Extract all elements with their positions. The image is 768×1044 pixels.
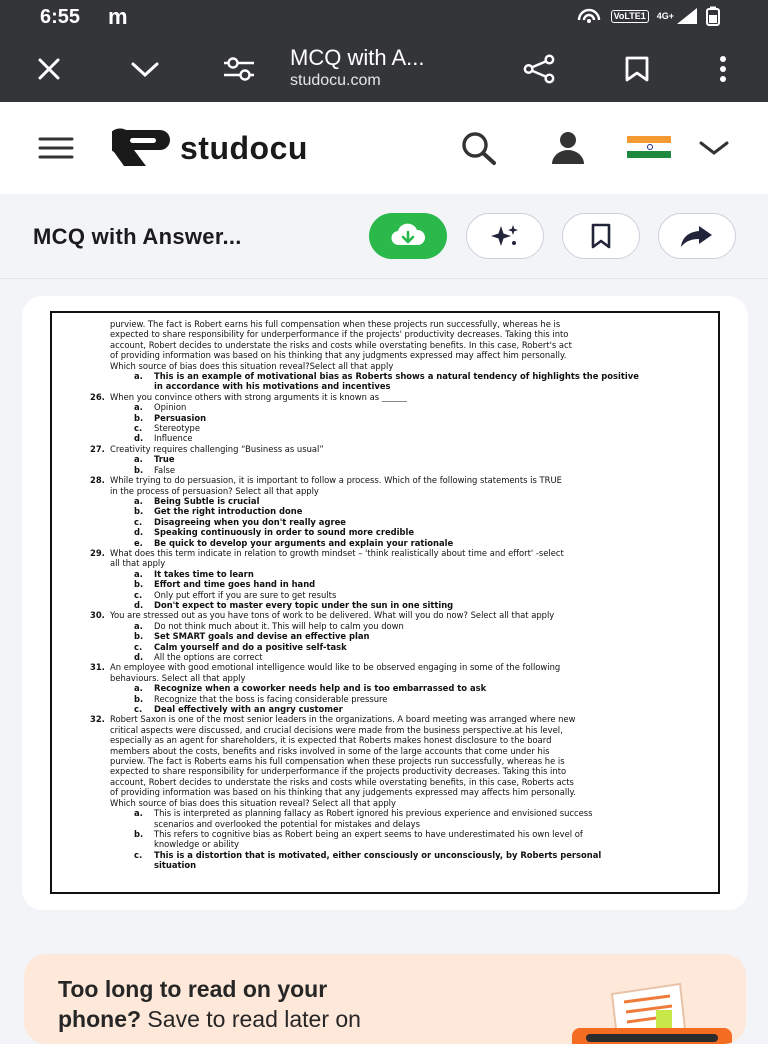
option-letter: c.	[134, 423, 143, 434]
question-text: members about the costs, benefits and risks involved in some of the large accounts that come under his	[110, 745, 550, 756]
question-line	[52, 787, 718, 797]
document-title: MCQ with Answer...	[33, 224, 242, 249]
option-letter: e.	[134, 537, 143, 548]
option-letter: c.	[134, 589, 143, 600]
option-line	[52, 860, 718, 870]
intro-text: of providing information was based on his thinking that any judgments expressed may affect him personally.	[110, 350, 567, 361]
option-text: Being Subtle is crucial	[154, 495, 260, 506]
question-number: 32.	[90, 714, 105, 725]
question-text: critical aspects were discussed, and crucial decisions were made from the business perspective.at his level,	[110, 724, 563, 735]
document-page	[50, 311, 720, 894]
network-type: 4G+	[656, 11, 674, 21]
option-letter: b.	[134, 464, 144, 475]
question-line	[52, 475, 718, 485]
promo-line-2	[58, 1006, 361, 1033]
question-text: purview. The fact is Roberts earns his full compensation when these projects run successfully, whereas he is	[110, 756, 565, 767]
option-letter: c.	[134, 516, 143, 527]
close-icon[interactable]	[32, 52, 66, 86]
option-text: Persuasion	[154, 412, 207, 423]
option-line	[52, 652, 718, 662]
question-line	[52, 548, 718, 558]
question-line	[52, 714, 718, 724]
option-line	[52, 569, 718, 579]
intro-text: Which source of bias does this situation reveal?Select all that apply	[110, 360, 394, 371]
status-bar	[0, 0, 768, 34]
option-letter: d.	[134, 599, 144, 610]
question-text: While trying to do persuasion, it is important to follow a process. Which of the following statements is TRUE	[110, 475, 562, 486]
option-text: False	[154, 464, 176, 475]
question-text: Robert Saxon is one of the most senior leaders in the organizations. A board meeting was arranged where new	[110, 714, 576, 725]
question-line	[52, 777, 718, 787]
option-letter: b.	[134, 693, 144, 704]
option-line	[52, 600, 718, 610]
intro-line	[52, 340, 718, 350]
menu-icon[interactable]	[36, 130, 76, 166]
question-line	[52, 735, 718, 745]
option-text: True	[154, 454, 175, 465]
question-text: especially as an agent for shareholders, it is expected that Roberts makes honest disclosure to the board	[110, 735, 552, 746]
question-line	[52, 558, 718, 568]
option-letter: b.	[134, 412, 144, 423]
option-text: knowledge or ability	[154, 839, 239, 850]
question-text: all that apply	[110, 558, 166, 569]
option-text: Stereotype	[154, 423, 200, 434]
option-letter: b.	[134, 506, 144, 517]
battery-icon	[706, 6, 720, 26]
search-icon[interactable]	[458, 130, 498, 166]
option-line	[52, 579, 718, 589]
option-line	[52, 839, 718, 849]
download-button[interactable]	[369, 213, 447, 259]
question-text: An employee with good emotional intelligence would like to be observed engaging in some of the following	[110, 662, 561, 673]
option-text: Only put effort if you are sure to get results	[154, 589, 337, 600]
question-text: When you convince others with strong arguments it is known as ______	[110, 391, 407, 402]
option-text: This refers to cognitive bias as Robert being an expert seems to have underestimated his own level of	[154, 828, 583, 839]
site-settings-icon[interactable]	[222, 52, 256, 86]
question-line	[52, 444, 718, 454]
option-letter: a.	[134, 620, 143, 631]
option-letter: d.	[134, 527, 144, 538]
option-line	[52, 433, 718, 443]
option-letter: a.	[134, 683, 143, 694]
option-line	[52, 808, 718, 818]
option-text: Influence	[154, 433, 193, 444]
option-line	[52, 527, 718, 537]
option-text: Deal effectively with an angry customer	[154, 704, 343, 715]
option-text: Effort and time goes hand in hand	[154, 579, 316, 590]
carrier-logo: m	[108, 4, 128, 29]
intro-text: account, Robert decides to understate the risks and costs while overstating benefits. In this case, Robert's act	[110, 339, 572, 350]
promo-banner[interactable]	[24, 954, 746, 1044]
option-letter: b.	[134, 579, 144, 590]
option-line	[52, 694, 718, 704]
option-letter: d.	[134, 652, 144, 662]
intro-line	[52, 329, 718, 339]
chevron-down-icon[interactable]	[128, 52, 162, 86]
studocu-logo[interactable]	[112, 128, 308, 168]
option-text: Disagreeing when you don't really agree	[154, 516, 346, 527]
option-line	[52, 631, 718, 641]
bookmark-icon	[589, 222, 613, 250]
intro-option-line	[52, 381, 718, 391]
option-line	[52, 517, 718, 527]
studocu-mark-icon	[112, 128, 174, 168]
option-line	[52, 829, 718, 839]
volte-badge: VoLTE1	[611, 10, 649, 23]
option-letter: c.	[134, 849, 143, 860]
question-line	[52, 662, 718, 672]
save-document-button[interactable]	[562, 213, 640, 259]
option-line	[52, 850, 718, 860]
page-title: MCQ with A...	[290, 45, 425, 70]
hotspot-icon	[575, 6, 603, 26]
option-letter: a.	[134, 402, 143, 413]
question-text: account, Robert decides to understate the risks and costs while overstating benefits, in this case, Roberts acts	[110, 776, 574, 787]
option-text: Recognize that the boss is facing considerable pressure	[154, 693, 388, 704]
option-letter: a.	[134, 371, 143, 382]
option-letter: d.	[134, 433, 144, 444]
user-account-icon[interactable]	[548, 130, 588, 166]
page-url[interactable]: studocu.com	[290, 72, 381, 89]
option-text: Speaking continuously in order to sound more credible	[154, 527, 415, 538]
option-text: situation	[154, 860, 197, 871]
chevron-down-icon[interactable]	[694, 130, 734, 166]
option-text: scenarios and overlooked the potential for mistakes and delays	[154, 818, 420, 829]
question-text: Creativity requires challenging “Business as usual”	[110, 443, 324, 454]
option-line	[52, 704, 718, 714]
option-line	[52, 413, 718, 423]
promo-line-1: Too long to read on your	[58, 976, 328, 1002]
ai-sparkle-button[interactable]	[466, 213, 544, 259]
document-content	[52, 319, 718, 871]
status-time: 6:55	[40, 6, 81, 28]
question-line	[52, 486, 718, 496]
sparkle-icon	[489, 222, 521, 250]
cloud-download-icon	[390, 223, 426, 249]
option-line	[52, 590, 718, 600]
question-line	[52, 392, 718, 402]
intro-text: purview. The fact is Robert earns his full compensation when these projects run successfully, whereas he is	[110, 319, 561, 329]
option-line	[52, 423, 718, 433]
option-text: Get the right introduction done	[154, 506, 303, 517]
question-line	[52, 610, 718, 620]
option-line	[52, 819, 718, 829]
india-flag-icon[interactable]	[627, 136, 671, 158]
option-text: Set SMART goals and devise an effective plan	[154, 631, 370, 642]
question-text: You are stressed out as you have tons of work to be delivered. What will you do now? Select all that apply	[110, 610, 555, 621]
question-line	[52, 673, 718, 683]
option-letter: a.	[134, 568, 143, 579]
option-text: Don't expect to master every topic under the sun in one sitting	[154, 599, 454, 610]
intro-line	[52, 350, 718, 360]
question-line	[52, 756, 718, 766]
question-text: expected to share responsibility for underperformance if the projects productivity decreases. Taking this into	[110, 766, 567, 777]
intro-line	[52, 319, 718, 329]
question-text: of providing information was based on his thinking that any judgements expressed may affects him personally.	[110, 787, 576, 798]
option-line	[52, 454, 718, 464]
promo-line-2-bold: phone?	[58, 1006, 142, 1032]
question-number: 27.	[90, 443, 105, 454]
option-letter: c.	[134, 641, 143, 652]
brand-name: studocu	[180, 129, 308, 166]
option-letter: a.	[134, 495, 143, 506]
intro-option-line	[52, 371, 718, 381]
more-options-icon[interactable]	[706, 52, 740, 86]
question-line	[52, 798, 718, 808]
browser-toolbar	[0, 34, 768, 102]
question-number: 26.	[90, 391, 105, 402]
bookmark-icon[interactable]	[620, 52, 654, 86]
question-line	[52, 725, 718, 735]
option-text: Calm yourself and do a positive self-task	[154, 641, 347, 652]
option-text: in accordance with his motivations and incentives	[154, 381, 391, 392]
question-number: 30.	[90, 610, 105, 621]
intro-line	[52, 361, 718, 371]
option-letter: a.	[134, 808, 143, 819]
option-text: Do not think much about it. This will help to calm you down	[154, 620, 404, 631]
question-number: 28.	[90, 475, 105, 486]
question-number: 29.	[90, 547, 105, 558]
share-document-button[interactable]	[658, 213, 736, 259]
option-line	[52, 621, 718, 631]
option-line	[52, 538, 718, 548]
printer-illustration-icon	[572, 968, 732, 1044]
option-text: All the options are correct	[154, 652, 263, 662]
question-line	[52, 746, 718, 756]
question-text: What does this term indicate in relation to growth mindset – 'think realistically about time and effort' -select	[110, 547, 564, 558]
option-text: Be quick to develop your arguments and explain your rationale	[154, 537, 454, 548]
option-text: This is a distortion that is motivated, either consciously or unconsciously, by Roberts personal	[154, 849, 602, 860]
option-line	[52, 465, 718, 475]
option-text: It takes time to learn	[154, 568, 254, 579]
option-text: This is an example of motivational bias as Roberts shows a natural tendency of highlights the positive	[154, 371, 639, 382]
question-line	[52, 766, 718, 776]
option-text: Opinion	[154, 402, 187, 413]
option-line	[52, 683, 718, 693]
option-line	[52, 496, 718, 506]
option-letter: c.	[134, 704, 143, 715]
share-icon[interactable]	[522, 52, 556, 86]
promo-line-2-rest: Save to read later on	[141, 1006, 361, 1032]
option-line	[52, 506, 718, 516]
option-letter: a.	[134, 454, 143, 465]
question-number: 31.	[90, 662, 105, 673]
option-text: Recognize when a coworker needs help and is too embarrassed to ask	[154, 683, 487, 694]
option-line	[52, 642, 718, 652]
option-text: This is interpreted as planning fallacy as Robert ignored his previous experience and envisioned success	[154, 808, 593, 819]
question-text: Which source of bias does this situation reveal? Select all that apply	[110, 797, 396, 808]
intro-text: expected to share responsibility for underperformance if the projects' productivity decreases. Taking this into	[110, 329, 569, 340]
option-line	[52, 402, 718, 412]
option-letter: b.	[134, 631, 144, 642]
question-text: in the process of persuasion? Select all that apply	[110, 485, 319, 496]
share-arrow-icon	[679, 223, 715, 249]
question-text: behaviours. Select all that apply	[110, 672, 246, 683]
signal-icon	[676, 7, 698, 25]
option-letter: b.	[134, 828, 144, 839]
